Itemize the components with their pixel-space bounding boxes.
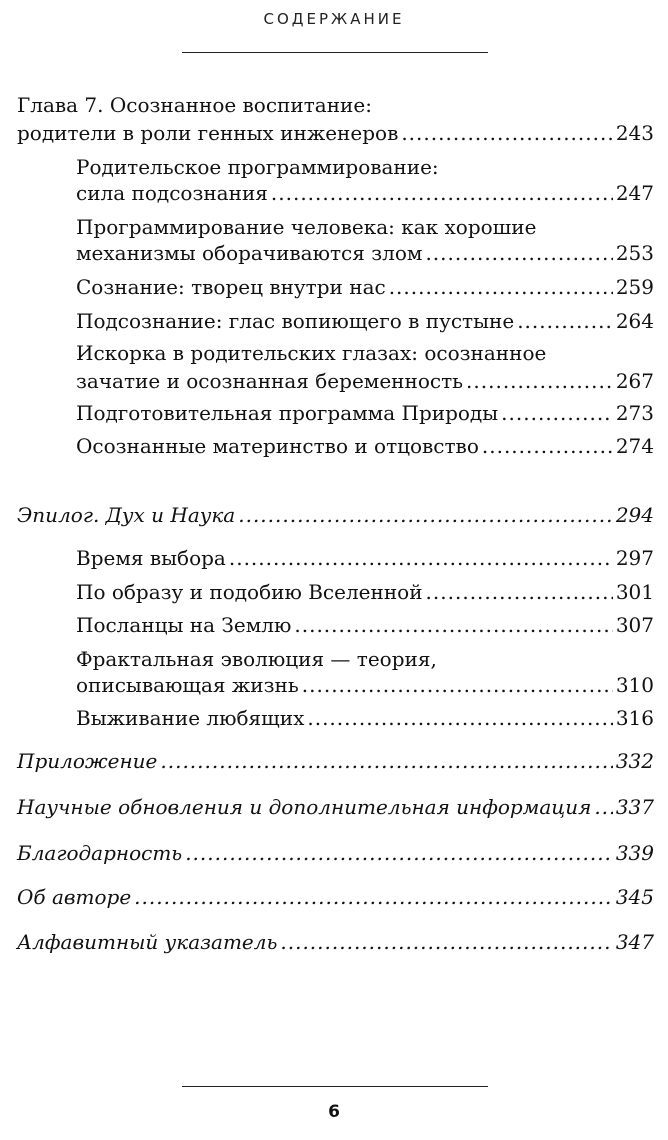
toc-page-number: 345 — [615, 885, 654, 909]
toc-page-number: 339 — [615, 841, 654, 865]
toc-entry-title: По образу и подобию Вселенной — [76, 580, 423, 604]
toc-subentry-line1: Программирование человека: как хорошие — [76, 215, 537, 239]
toc-subentry[interactable] — [76, 238, 654, 268]
dot-leader — [401, 118, 612, 148]
toc-page-number: 307 — [615, 613, 654, 637]
toc-subentry[interactable] — [76, 610, 654, 640]
dot-leader — [280, 927, 612, 957]
dot-leader — [307, 703, 612, 733]
toc-subentry-line1: Фрактальная эволюция — теория, — [76, 647, 437, 671]
toc-page-number: 243 — [615, 121, 654, 145]
toc-subentry[interactable] — [76, 670, 654, 700]
toc-entry-about-author[interactable] — [17, 882, 654, 912]
dot-leader — [501, 398, 613, 428]
toc-page-number: 347 — [615, 930, 654, 954]
toc-entry-title: Подсознание: глас вопиющего в пустыне — [76, 309, 515, 333]
toc-subentry[interactable] — [76, 577, 654, 607]
toc-page-number: 247 — [615, 181, 654, 205]
dot-leader — [294, 610, 612, 640]
toc-entry-epilogue[interactable] — [17, 500, 654, 530]
page-number: 6 — [328, 1102, 340, 1122]
toc-entry-title: Благодарность — [17, 841, 183, 865]
toc-page-number: 310 — [615, 673, 654, 697]
toc-page-number: 264 — [615, 309, 654, 333]
toc-entry-title: механизмы оборачиваются злом — [76, 241, 423, 265]
toc-subentry[interactable] — [76, 306, 654, 336]
dot-leader — [517, 306, 613, 336]
toc-chapter-title-line1: Глава 7. Осознанное воспитание: — [17, 93, 372, 117]
toc-entry-title: Приложение — [17, 749, 158, 773]
toc-entry-title: зачатие и осознанная беременность — [76, 369, 464, 393]
toc-entry-index[interactable] — [17, 927, 654, 957]
dot-leader — [302, 670, 613, 700]
toc-page-number: 297 — [615, 546, 654, 570]
toc-subentry[interactable] — [76, 431, 654, 461]
toc-subentry[interactable] — [76, 272, 654, 302]
dot-leader — [134, 882, 613, 912]
toc-page-number: 267 — [615, 369, 654, 393]
toc-entry-acknowledgements[interactable] — [17, 838, 654, 868]
toc-entry-title: Посланцы на Землю — [76, 613, 292, 637]
toc-entry-title: Эпилог. Дух и Наука — [17, 503, 236, 527]
toc-entry-title: описывающая жизнь — [76, 673, 299, 697]
toc-subentry[interactable] — [76, 543, 654, 573]
dot-leader — [466, 366, 613, 396]
toc-page-number: 301 — [615, 580, 654, 604]
toc-entry-title: Время выбора — [76, 546, 226, 570]
toc-entry-title: Выживание любящих — [76, 706, 305, 730]
toc-page-number: 273 — [615, 401, 654, 425]
toc-page-number: 316 — [615, 706, 654, 730]
toc-subentry-line1: Искорка в родительских глазах: осознанное — [76, 341, 547, 365]
dot-leader — [238, 500, 613, 530]
dot-leader — [271, 178, 613, 208]
toc-subentry[interactable] — [76, 366, 654, 396]
dot-leader — [426, 577, 613, 607]
footer-rule — [182, 1086, 488, 1087]
toc-subentry[interactable] — [76, 178, 654, 208]
toc-page-number: 253 — [615, 241, 654, 265]
toc-entry-title: Подготовительная программа Природы — [76, 401, 499, 425]
toc-entry-title: Осознанные материнство и отцовство — [76, 434, 479, 458]
toc-entry-title: родители в роли генных инженеров — [17, 121, 399, 145]
header-rule — [182, 52, 488, 53]
toc-page-number: 294 — [615, 503, 654, 527]
toc-entry-title: Алфавитный указатель — [17, 930, 278, 954]
toc-entry-appendix[interactable] — [17, 746, 654, 776]
toc-subentry-line1: Родительское программирование: — [76, 155, 439, 179]
dot-leader — [389, 272, 613, 302]
toc-entry-title: Сознание: творец внутри нас — [76, 275, 386, 299]
dot-leader — [229, 543, 613, 573]
dot-leader — [594, 792, 612, 822]
dot-leader — [482, 431, 613, 461]
running-header: СОДЕРЖАНИЕ — [263, 10, 405, 28]
toc-entry-title: сила подсознания — [76, 181, 268, 205]
toc-entry-updates[interactable] — [17, 792, 654, 822]
dot-leader — [185, 838, 613, 868]
toc-entry-chapter-7[interactable] — [17, 118, 654, 148]
dot-leader — [160, 746, 612, 776]
toc-page-number: 337 — [615, 795, 654, 819]
toc-entry-title: Научные обновления и дополнительная информация — [17, 795, 592, 819]
toc-page-number: 332 — [615, 749, 654, 773]
toc-page-number: 259 — [615, 275, 654, 299]
dot-leader — [425, 238, 612, 268]
toc-subentry[interactable] — [76, 703, 654, 733]
toc-entry-title: Об авторе — [17, 885, 132, 909]
toc-page-number: 274 — [615, 434, 654, 458]
toc-subentry[interactable] — [76, 398, 654, 428]
